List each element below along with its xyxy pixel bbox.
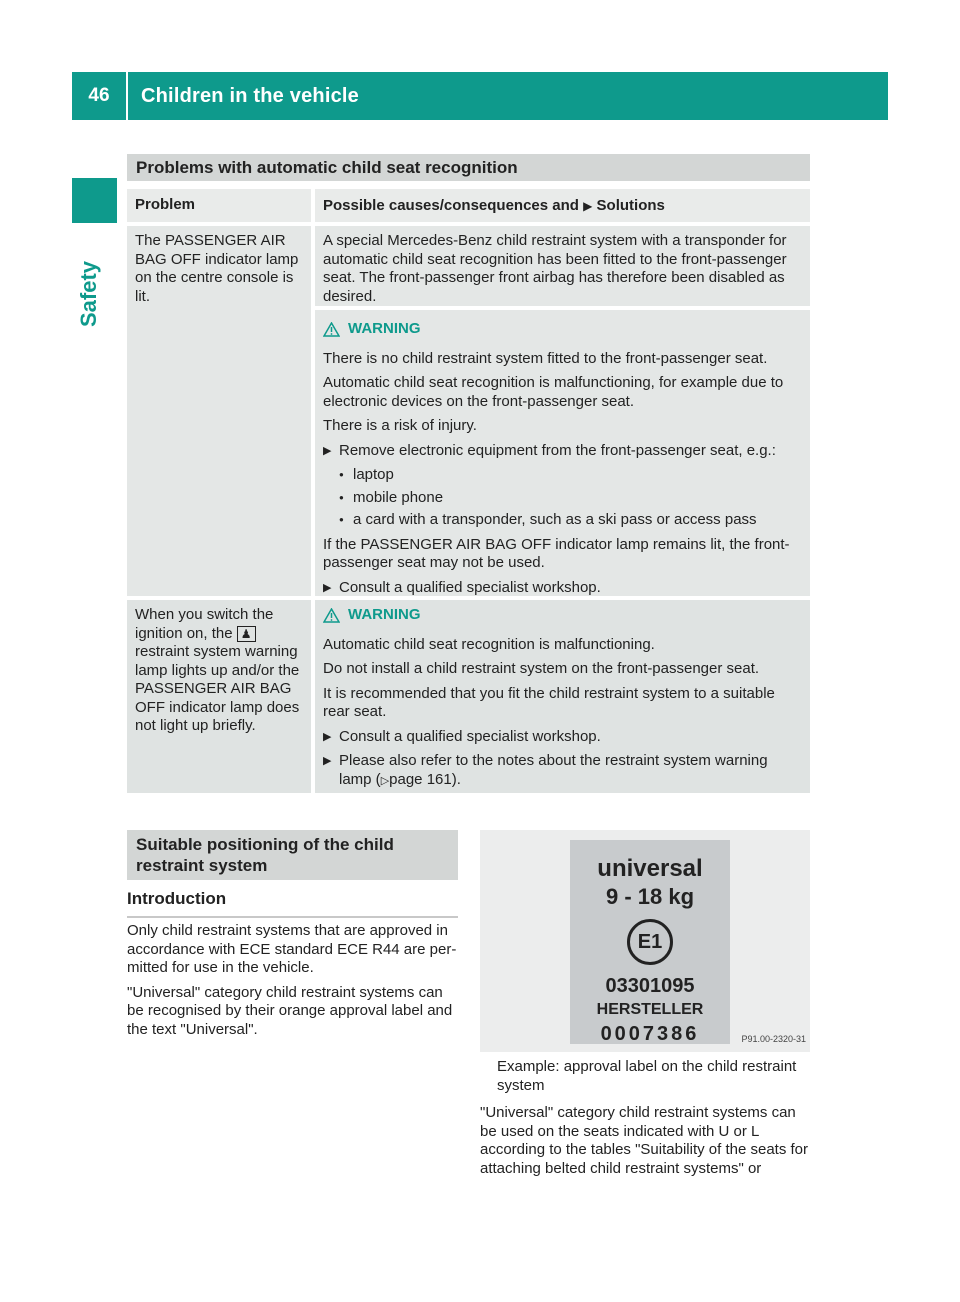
column-header-solution-label: Possible causes/consequences and [323, 197, 579, 214]
column-header-solutions-label: Solutions [596, 197, 665, 214]
label-weight-range: 9 - 18 kg [605, 884, 695, 909]
page-number: 46 [88, 84, 110, 106]
image-caption: Example: approval label on the child restraint system [497, 1058, 797, 1094]
row2-warning-label: WARNING [348, 606, 421, 623]
page-header [72, 72, 888, 120]
row1-step-2: ▶ Consult a qualified specialist workshop. [323, 579, 802, 598]
image-reference: P91.00-2320-31 [741, 1033, 806, 1044]
row2-step-2 [323, 752, 802, 790]
page-reference-arrow-icon: ▷ [380, 774, 390, 787]
approval-label-image [480, 830, 810, 1052]
introduction-body [127, 922, 458, 1045]
row2-step-2-text-b: page 161). [389, 770, 461, 788]
label-approval-number: 03301095 [605, 975, 695, 997]
ece-mark-icon: E1 [627, 919, 673, 965]
approval-label-card [570, 840, 730, 1044]
row1-warning-text-2: Automatic child seat recognition is malfunctioning, for example due to electronic devices on the front-passenger seat. [323, 374, 784, 410]
solution-arrow-icon: ▶ [583, 199, 593, 213]
row1-bullet-mobile-phone: ● mobile phone [323, 489, 802, 508]
row1-warning-label: WARNING [348, 320, 421, 337]
right-paragraph: "Universal" category child restraint systems can be used on the seats indicated with U or L according to the tables "Suitability of the seats for attaching belted child restraint systems" or [480, 1104, 809, 1177]
row1-problem-text: The PASSENGER AIR BAG OFF indicator lamp on the centre console is lit. [135, 232, 299, 305]
chapter-title: Children in the vehicle [141, 84, 359, 107]
row2-warning-text-1: Automatic child seat recognition is malfunctioning. [323, 635, 655, 653]
column-header-solution [315, 189, 810, 222]
table-title: Problems with automatic child seat recognition [127, 154, 810, 181]
row1-warning-text-1: There is no child restraint system fitted to the front-passenger seat. [323, 349, 768, 367]
introduction-paragraph-1: Only child restraint systems that are approved in accordance with ECE standard ECE R44 are per-mitted for use in the vehicle. [127, 922, 457, 976]
row1-bullet-laptop: ● laptop [323, 466, 802, 485]
row1-warning-text-4: If the PASSENGER AIR BAG OFF indicator lamp remains lit, the front-passenger seat may not be used. [323, 535, 790, 571]
label-serial: 0007386 [600, 1023, 700, 1045]
row2-problem-text-a: When you switch the ignition on, the [135, 606, 274, 642]
warning-triangle-icon [323, 322, 340, 337]
row2-problem-text-b: restraint system warning lamp lights up and/or the PASSENGER AIR BAG OFF indicator lamp does not light up briefly. [135, 643, 300, 734]
row1-warning [315, 310, 810, 596]
column-header-problem [127, 189, 311, 222]
restraint-system-warning-icon: ♟ [237, 626, 256, 642]
row1-warning-heading [323, 320, 802, 339]
row1-cause-text: A special Mercedes-Benz child restraint system with a transponder for automatic child seat recognition has been fitted to the front-passenger seat. The front-passenger front airbag has therefore been disabled as desired. [323, 232, 787, 305]
section2-title: Suitable positioning of the child restraint system [127, 830, 458, 880]
label-category: universal [597, 855, 703, 882]
introduction-paragraph-2: "Universal" category child restraint systems can be recognised by their orange approval label and the text "Universal". [127, 983, 453, 1038]
row1-step-1: ▶ Remove electronic equipment from the front-passenger seat, e.g.: [323, 442, 802, 461]
row2-problem [127, 600, 311, 793]
row2-step-1: ▶ Consult a qualified specialist workshop. [323, 728, 802, 747]
row2-warning [315, 600, 810, 793]
row2-warning-text-2: Do not install a child restraint system on the front-passenger seat. [323, 660, 760, 677]
column-header-problem-label: Problem [135, 196, 196, 213]
row2-warning-text-3: It is recommended that you fit the child restraint system to a suitable rear seat. [323, 684, 775, 720]
section-marker [72, 178, 117, 223]
row1-warning-text-3: There is a risk of injury. [323, 417, 477, 434]
section-label: Safety [76, 260, 101, 327]
label-manufacturer: HERSTELLER [596, 1001, 704, 1018]
row1-problem [127, 226, 311, 596]
row1-bullet-transponder-card: ● a card with a transponder, such as a ski pass or access pass [323, 511, 802, 530]
row2-step-2-text-a: Please also refer to the notes about the restraint system warning lamp ( [339, 752, 768, 788]
introduction-heading: Introduction [127, 890, 458, 918]
warning-triangle-icon [323, 608, 340, 623]
row2-warning-heading [323, 606, 802, 625]
row1-cause [315, 226, 810, 306]
